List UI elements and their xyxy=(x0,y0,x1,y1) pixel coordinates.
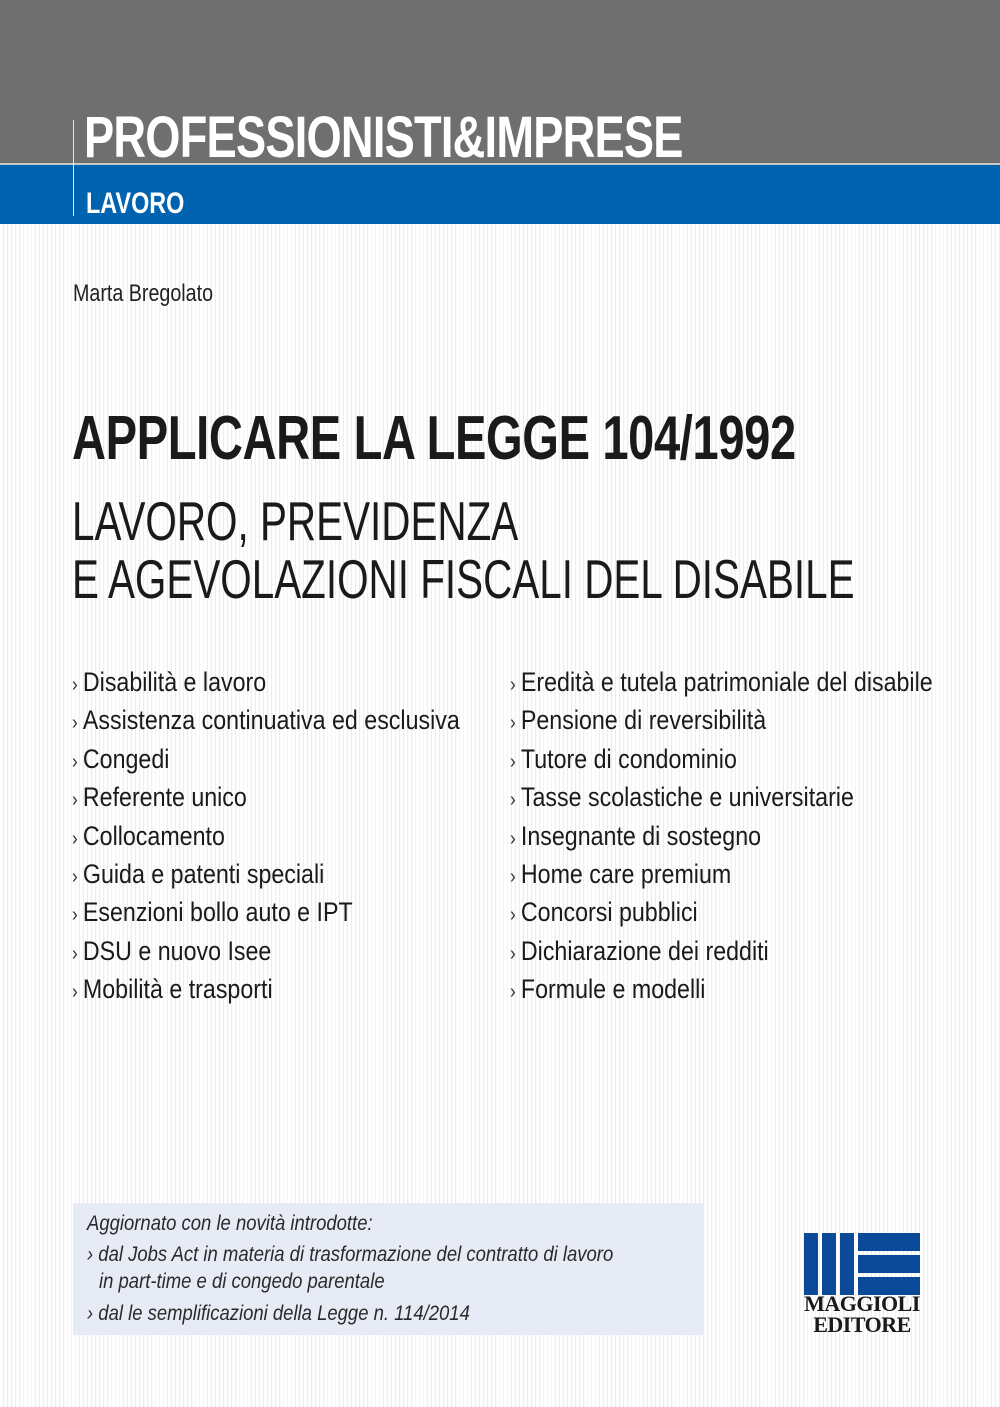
chevron-right-icon: › xyxy=(510,674,516,696)
update-item-1: › dal Jobs Act in materia di trasformazione del contratto di lavoro xyxy=(87,1243,614,1266)
series-rule xyxy=(73,120,74,216)
topic-item: › Assistenza continuativa ed esclusiva xyxy=(72,705,460,736)
chevron-right-icon: › xyxy=(510,827,516,850)
topic-item: › Esenzioni bollo auto e IPT xyxy=(72,897,353,928)
topic-item: › Insegnante di sostegno xyxy=(510,820,762,851)
topic-item: › Formule e modelli xyxy=(510,974,706,1005)
series-title: PROFESSIONISTI&IMPRESE xyxy=(84,105,683,170)
book-subtitle-line1: LAVORO, PREVIDENZA xyxy=(72,490,519,552)
chevron-right-icon: › xyxy=(510,712,516,735)
update-item-1-cont: in part-time e di congedo parentale xyxy=(99,1270,385,1293)
chevron-right-icon: › xyxy=(72,827,78,850)
chevron-right-icon: › xyxy=(72,865,78,888)
topic-item: › Referente unico xyxy=(72,782,247,813)
topic-item: › Mobilità e trasporti xyxy=(72,974,273,1005)
topic-item: › Tasse scolastiche e universitarie xyxy=(510,782,854,813)
publisher-logo xyxy=(804,1233,920,1337)
chevron-right-icon: › xyxy=(72,981,78,1004)
chevron-right-icon: › xyxy=(510,789,516,812)
topic-item: › Home care premium xyxy=(510,858,732,889)
chevron-right-icon: › xyxy=(72,712,78,735)
update-item-2: › dal le semplificazioni della Legge n. 114/2014 xyxy=(87,1302,470,1325)
topic-item: › Disabilità e lavoro xyxy=(72,667,267,697)
topic-item: › Pensione di reversibilità xyxy=(510,705,767,736)
chevron-right-icon: › xyxy=(510,750,516,773)
topic-item: › Concorsi pubblici xyxy=(510,897,698,928)
maggioli-logo-icon xyxy=(804,1233,920,1295)
topics-list-right xyxy=(510,664,1000,1010)
publisher-name-line1: MAGGIOLI xyxy=(804,1291,920,1316)
chevron-right-icon: › xyxy=(510,981,516,1004)
topic-item: › Dichiarazione dei redditi xyxy=(510,935,769,966)
update-notice-box xyxy=(73,1203,704,1335)
chevron-right-icon: › xyxy=(510,904,516,927)
chevron-right-icon: › xyxy=(510,942,516,965)
chevron-right-icon: › xyxy=(72,904,78,927)
book-subtitle xyxy=(72,492,855,608)
chevron-right-icon: › xyxy=(72,789,78,812)
topics-list-left xyxy=(72,664,523,1010)
topic-item: › Congedi xyxy=(72,743,170,774)
chevron-right-icon: › xyxy=(72,750,78,773)
topic-item: › DSU e nuovo Isee xyxy=(72,935,272,966)
book-subtitle-line2: E AGEVOLAZIONI FISCALI DEL DISABILE xyxy=(72,548,855,610)
chevron-right-icon: › xyxy=(510,865,516,888)
update-heading: Aggiornato con le novità introdotte: xyxy=(87,1212,373,1235)
book-title: APPLICARE LA LEGGE 104/1992 xyxy=(72,404,796,473)
author-name: Marta Bregolato xyxy=(73,280,214,307)
topic-item: › Collocamento xyxy=(72,820,225,851)
publisher-name-line2: EDITORE xyxy=(813,1312,911,1337)
topic-item: › Tutore di condominio xyxy=(510,743,737,774)
topic-item: › Guida e patenti speciali xyxy=(72,858,325,889)
series-subtitle: LAVORO xyxy=(86,187,185,220)
chevron-right-icon: › xyxy=(72,674,78,696)
topic-item: › Eredità e tutela patrimoniale del disabile xyxy=(510,667,933,697)
chevron-right-icon: › xyxy=(72,942,78,965)
